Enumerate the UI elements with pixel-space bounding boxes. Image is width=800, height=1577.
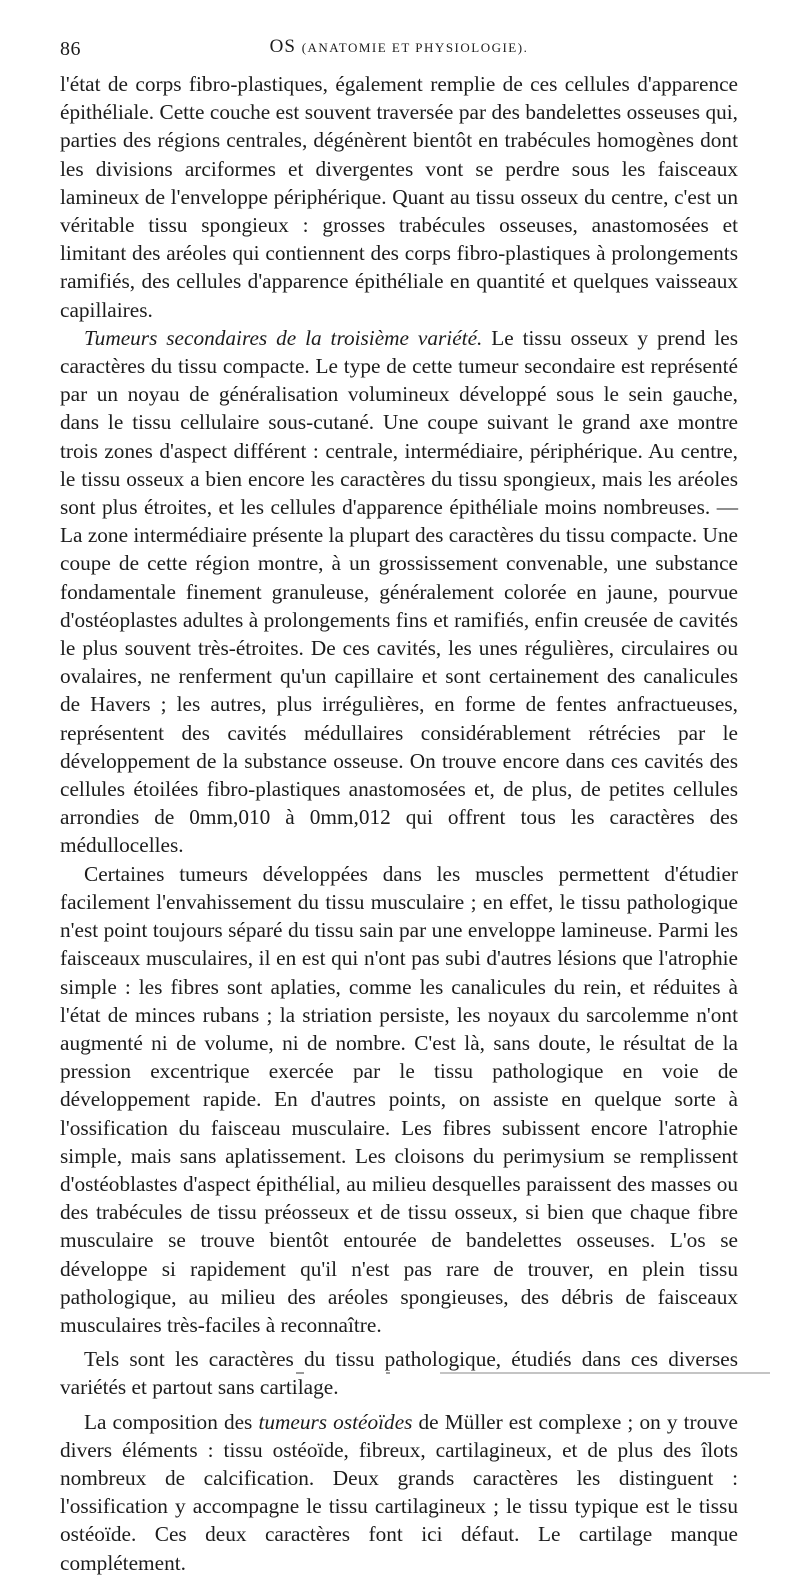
running-head: [60, 36, 738, 58]
page-header: [60, 30, 738, 64]
paragraph-5: [60, 1408, 738, 1577]
footer-rule: [440, 1372, 770, 1374]
paragraph-3: [60, 860, 738, 1339]
paragraph-3-text: Certaines tumeurs développées dans les muscles permettent d'étudier facilement l'envahissement du tissu musculaire ; en effet, le tissu pathologique n'est point toujours séparé du tissu sain par une enveloppe lamineuse. Parmi les faisceaux musculaires, il en est qui n'ont pas subi d'autres lésions que l'atrophie simple : les fibres sont aplaties, comme les canalicules du rein, et réduites à l'état de minces rubans ; la striation persiste, les noyaux du sarcolemme n'ont augmenté ni de volume, ni de nombre. C'est là, sans doute, le résultat de la pression excentrique exercée par le tissu pathologique en voie de développement rapide. En d'autres points, on assiste en quelque sorte à l'ossification du faisceau musculaire. Les fibres subissent encore l'atrophie simple, mais sans aplatissement. Les cloisons du perimysium se remplissent d'ostéoblastes d'aspect épithélial, au milieu desquelles paraissent des masses ou des trabécules de tissu préosseux et de tissu osseux, si bien que chaque fibre musculaire se trouve bientôt entourée de bandelettes osseuses. L'os se développe si rapidement qu'il n'est pas rare de trouver, en plein tissu pathologique, au milieu des aréoles spongieuses, des débris de faisceaux musculaires très-faciles à reconnaître.: [60, 861, 738, 1337]
paragraph-1: [60, 70, 738, 324]
footer-mark: [386, 1372, 390, 1374]
paragraph-5-lead: La composition des: [84, 1409, 259, 1434]
paragraph-2-italic-lead: Tumeurs secondaires de la troisième variété.: [84, 325, 483, 350]
paragraph-2: [60, 324, 738, 860]
paragraph-4-text: Tels sont les caractères du tissu pathologique, étudiés dans ces diverses variétés et partout sans cartilage.: [60, 1347, 738, 1400]
body-text: [60, 70, 738, 1577]
footer-mark: [296, 1372, 304, 1374]
page-number: 86: [60, 38, 81, 60]
running-head-subtitle: (ANATOMIE ET PHYSIOLOGIE).: [301, 40, 529, 55]
footer-print-marks: [0, 1372, 800, 1376]
paragraph-2-text: Le tissu osseux y prend les caractères du tissu compacte. Le type de cette tumeur secondaire est représenté par un noyau de généralisation volumineux développé sous le sein gauche, dans le tissu cellulaire sous-cutané. Une coupe suivant le grand axe montre trois zones d'aspect différent : centrale, intermédiaire, périphérique. Au centre, le tissu osseux a bien encore les caractères du tissu spongieux, mais les aréoles sont plus étroites, et les cellules d'apparence épithéliale moins nombreuses. — La zone intermédiaire présente la plupart des caractères du tissu compacte. Une coupe de cette région montre, à un grossissement convenable, une substance fondamentale finement granuleuse, généralement colorée en jaune, pourvue d'ostéoplastes adultes à prolongements fins et ramifiés, enfin creusée de cavités le plus souvent très-étroites. De ces cavités, les unes régulières, circulaires ou ovalaires, ne renferment qu'un capillaire et sont certainement des canalicules de Havers ; les autres, plus irrégulières, en forme de fentes anfractueuses, représentent des cavités médullaires considérablement rétrécies par le développement de la substance osseuse. On trouve encore dans ces cavités des cellules étoilées fibro-plastiques anastomosées et, de plus, de petites cellules arrondies de 0mm,010 à 0mm,012 qui offrent tous les caractères des médullocelles.: [60, 325, 738, 858]
paragraph-1-text: l'état de corps fibro-plastiques, également remplie de ces cellules d'apparence épithéliale. Cette couche est souvent traversée par des bandelettes osseuses qui, parties des régions centrales, dégénèrent bientôt en trabécules homogènes dont les divisions arciformes et divergentes vont se perdre sous les faisceaux lamineux de l'enveloppe périphérique. Quant au tissu osseux du centre, c'est un véritable tissu spongieux : grosses trabécules osseuses, anastomosées et limitant des aréoles qui contiennent des corps fibro-plastiques à prolongements ramifiés, des cellules d'apparence épithéliale en quantité et quelques vaisseaux capillaires.: [60, 72, 738, 322]
paragraph-5-italic: tumeurs ostéoïdes: [258, 1409, 413, 1434]
running-head-main: OS: [269, 36, 296, 57]
paragraph-5-text: de Müller est complexe ; on y trouve divers éléments : tissu ostéoïde, fibreux, cartilagineux, et de plus des îlots nombreux de calcification. Deux grands caractères les distinguent : l'ossification y accompagne le tissu cartilagineux ; le tissu typique est le tissu ostéoïde. Ces deux caractères font ici défaut. Le cartilage manque complétement.: [60, 1409, 738, 1575]
